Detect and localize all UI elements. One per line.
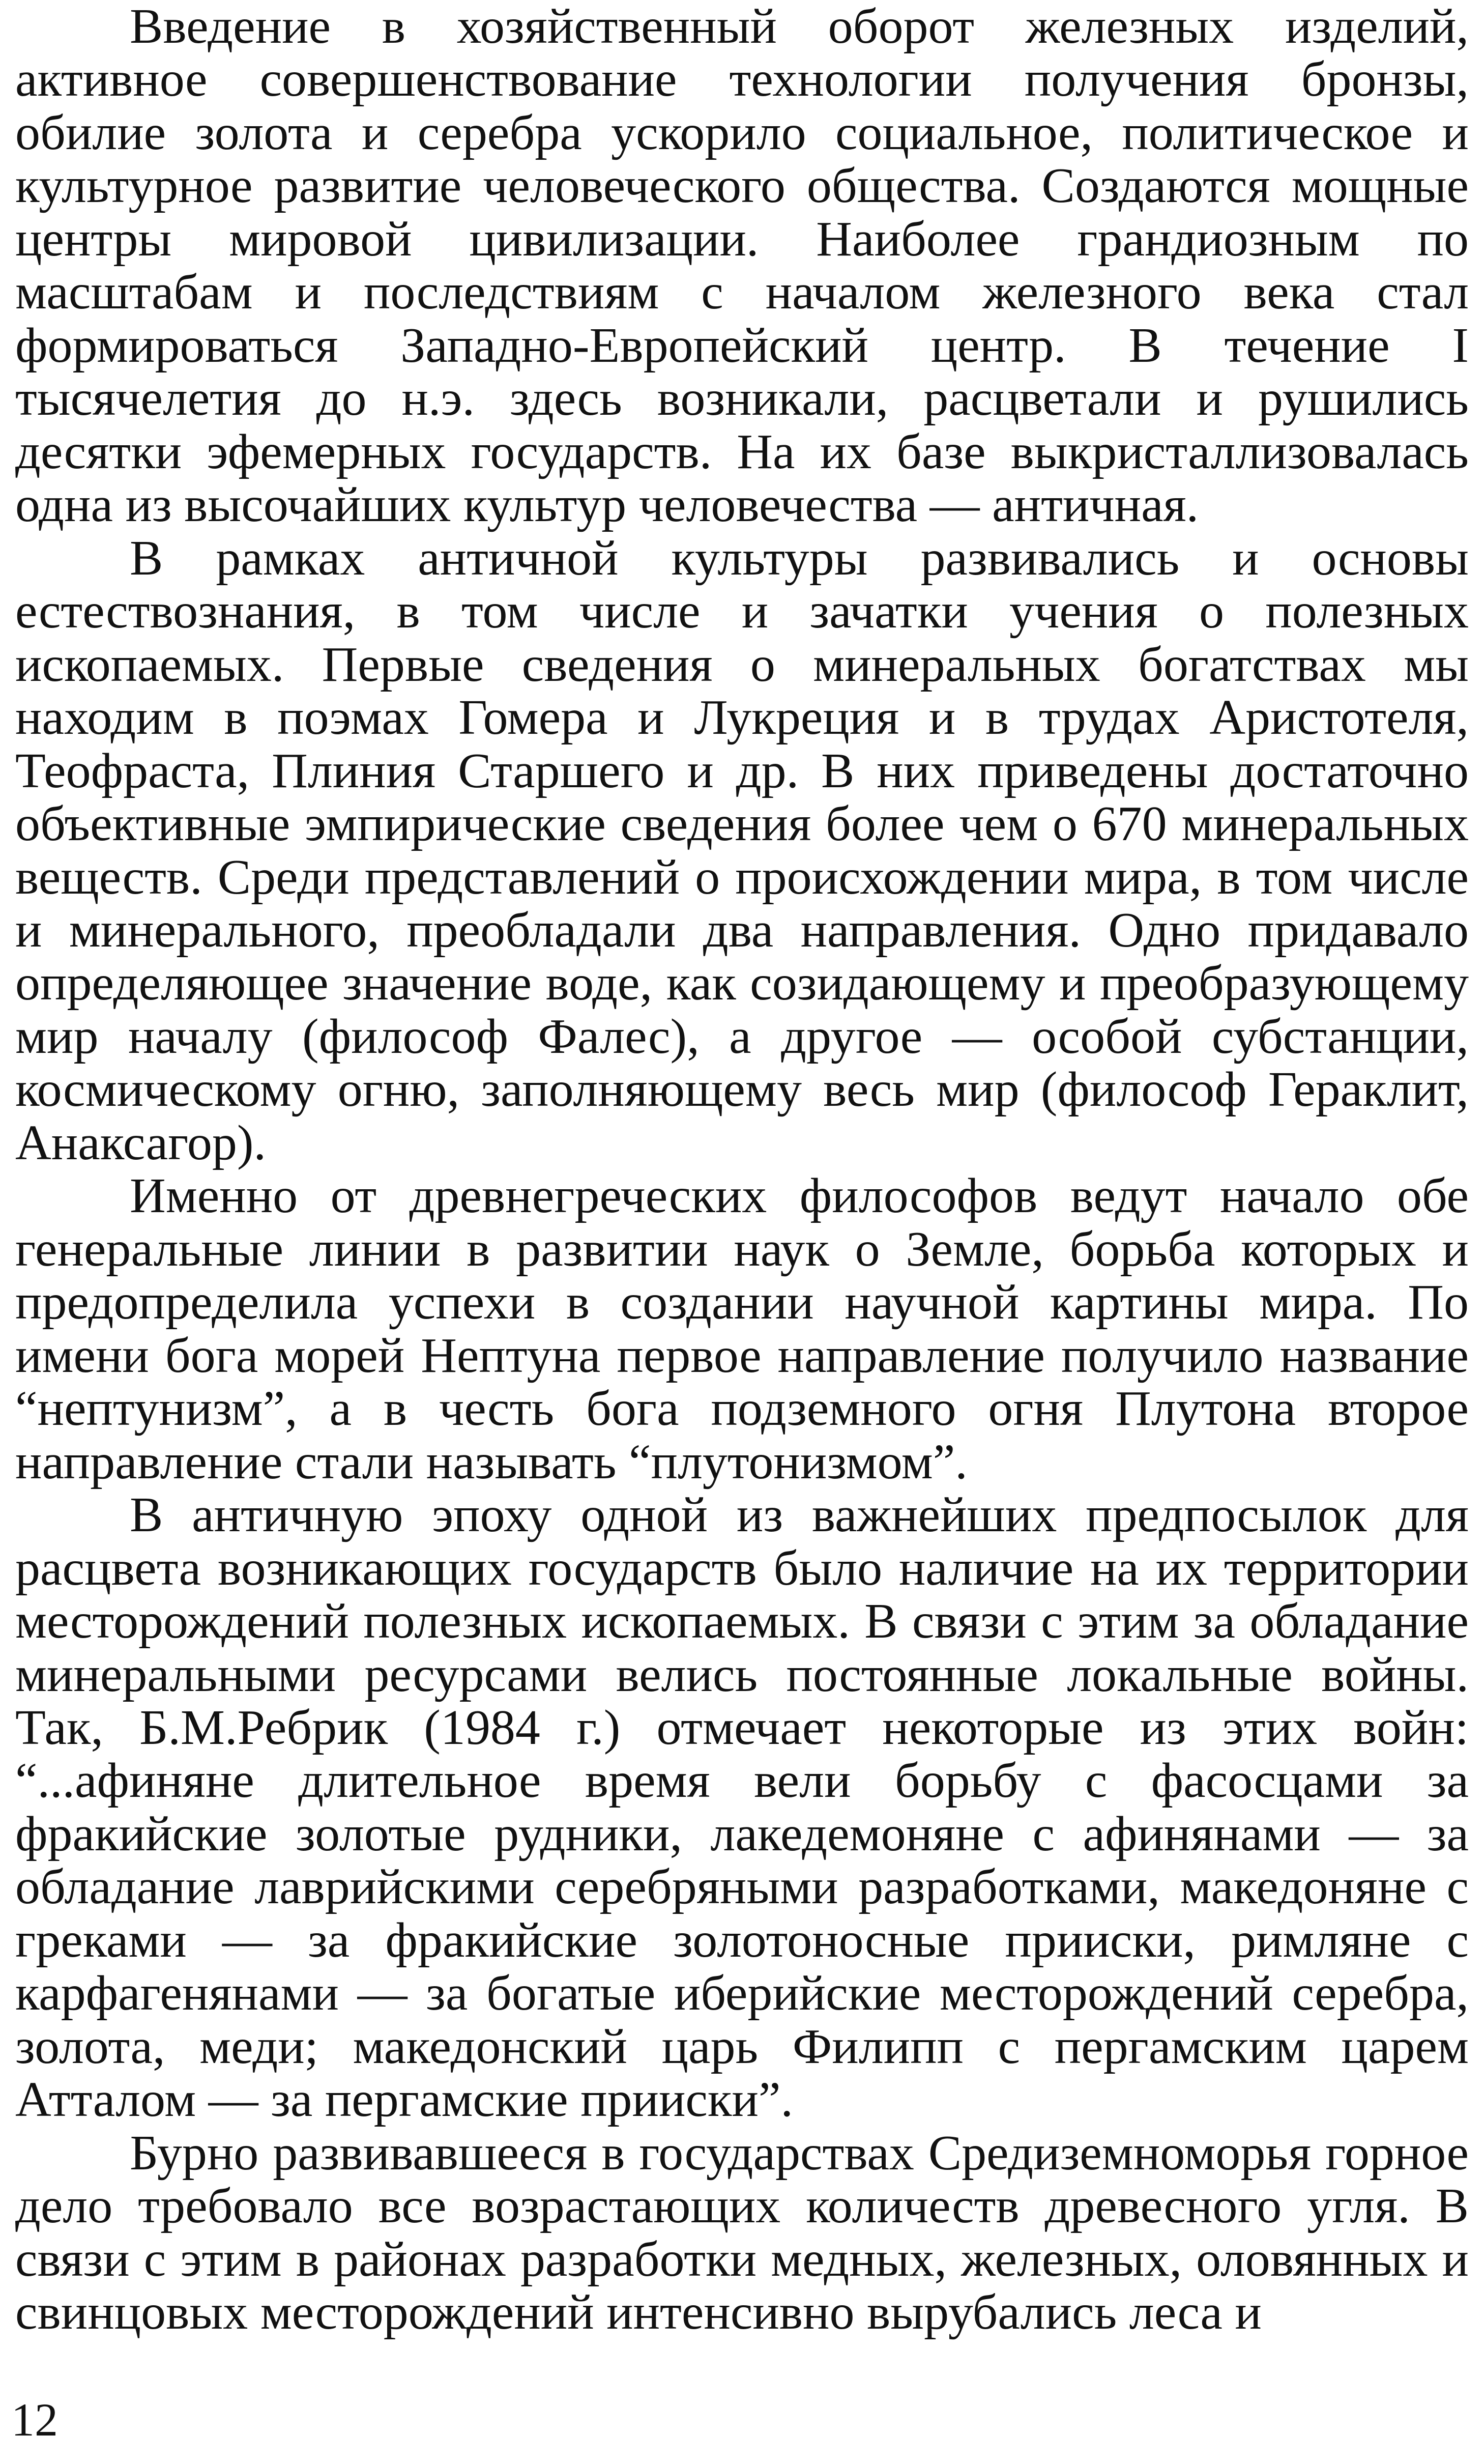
- paragraph-4: В античную эпоху одной из важнейших предпосылок для расцвета возникающих государств было наличие на их территории месторождений полезных ископаемых. В связи с этим за обладание минеральными ресурсами велись постоянные локальные войны. Так, Б.М.Ребрик (1984 г.) отмечает некоторые из этих войн: “...афиняне длительное время вели борьбу с фасосцами за фракийские золотые рудники, лакедемоняне с афинянами — за обладание лаврийскими серебряными разработками, македоняне с греками — за фракийские золотоносные прииски, римляне с карфагенянами — за богатые иберийские месторождений серебра, золота, меди; македонский царь Филипп с пергамским царем Атталом — за пергамские прииски”.: [15, 1487, 1469, 2128]
- paragraph-2: В рамках античной культуры развивались и основы естествознания, в том числе и зачатки учения о полезных ископаемых. Первые сведения о минеральных богатствах мы находим в поэмах Гомера и Лукреция и в трудах Аристотеля, Теофраста, Плиния Старшего и др. В них приведены достаточно объективные эмпирические сведения более чем о 670 минеральных веществ. Среди представлений о происхождении мира, в том числе и минерального, преобладали два направления. Одно придавало определяющее значение воде, как созидающему и преобразующему мир началу (философ Фалес), а другое — особой субстанции, космическому огню, заполняющему весь мир (философ Гераклит, Анаксагор).: [15, 530, 1469, 1170]
- paragraph-1: Введение в хозяйственный оборот железных изделий, активное совершенствование технологии получения бронзы, обилие золота и серебра ускорило социальное, политическое и культурное развитие человеческого общества. Создаются мощные центры мировой цивилизации. Наиболее грандиозным по масштабам и последствиям с началом железного века стал формироваться Западно-Европейский центр. В течение I тысячелетия до н.э. здесь возникали, расцветали и рушились десятки эфемерных государств. На их базе выкристаллизовалась одна из высочайших культур человечества — античная.: [15, 0, 1469, 533]
- paragraph-5: Бурно развивавшееся в государствах Средиземноморья горное дело требовало все возрастающих количеств древесного угля. В связи с этим в районах разработки медных, железных, оловянных и свинцовых месторождений интенсивно вырубались леса и: [15, 2125, 1469, 2340]
- body-text: [15, 0, 1469, 2339]
- page-number: 12: [11, 2394, 58, 2446]
- paragraph-3: Именно от древнегреческих философов ведут начало обе генеральные линии в развитии наук о Земле, борьба которых и предопределила успехи в создании научной картины мира. По имени бога морей Нептуна первое направление получило название “нептунизм”, а в честь бога подземного огня Плутона второе направление стали называть “плутонизмом”.: [15, 1168, 1469, 1489]
